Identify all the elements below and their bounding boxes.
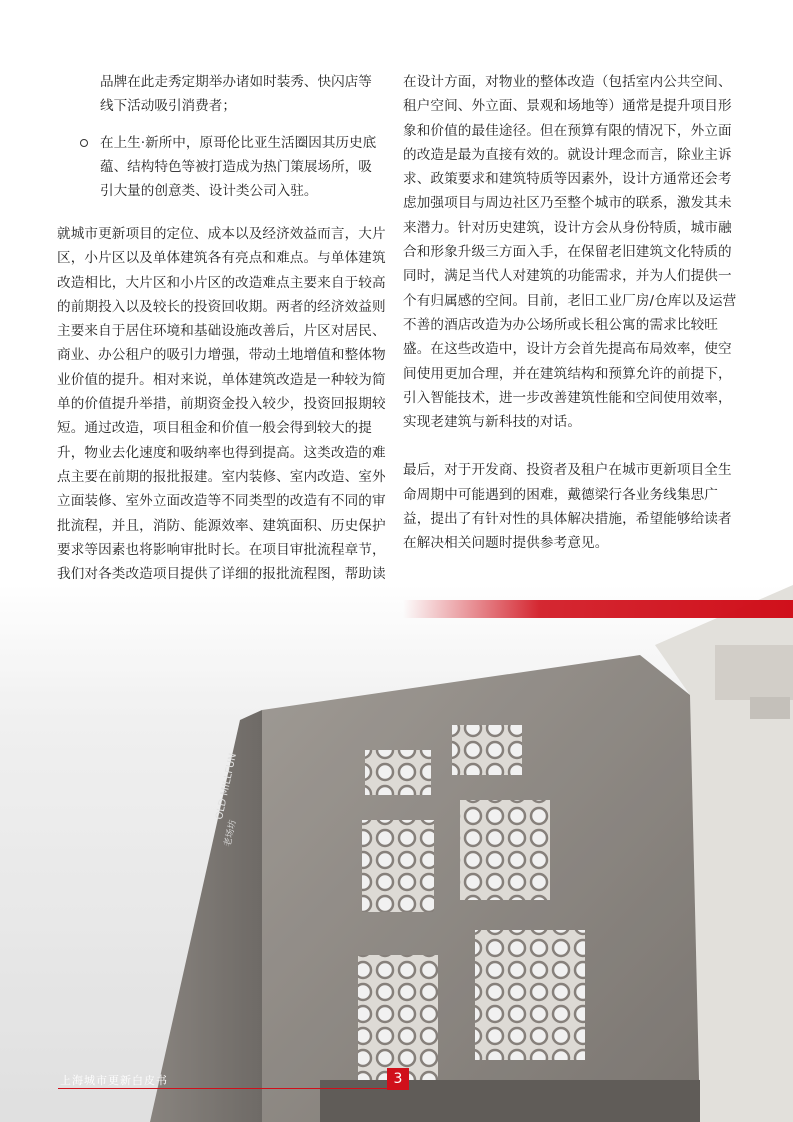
- bullet-text: 在上生·新所中，原哥伦比亚生活圈因其历史底蕴、结构特色等被打造成为热门策展场所，吸引大量的创意类、设计类公司入驻。: [100, 134, 377, 200]
- left-paragraph: 就城市更新项目的定位、成本以及经济效益而言，大片区，小片区以及单体建筑各有亮点和难点。与单体建筑改造相比，大片区和小片区的改造难点主要来自于较高的前期投入以及较长的投资回收期。两者的经济效益则主要来自于居住环境和基础设施改善后，片区对居民、商业、办公租户的吸引力增强，带动土地增值和整体物业价值的提升。相对来说，单体建筑改造是一种较为简单的价值提升举措，前期资金投入较少，投资回报期较短。通过改造，项目租金和价值一般会得到较大的提升，物业去化速度和吸纳率也得到提高。这类改造的难点主要在前期的报批报建。室内装修、室内改造、室外立面装修、室外立面改造等不同类型的改造有不同的审批流程，并且，消防、能源效率、建筑面积、历史保护要求等因素也将影响审批时长。在项目审批流程章节，我们对各类改造项目提供了详细的报批流程图，帮助读: [57, 226, 386, 583]
- bullet-continuation: 品牌在此走秀定期举办诸如时装秀、快闪店等线下活动吸引消费者；: [100, 74, 372, 115]
- footer-divider: [58, 1088, 388, 1089]
- page-number: 3: [387, 1068, 409, 1090]
- footer-title: 上海城市更新白皮书: [60, 1074, 168, 1087]
- page-footer: [0, 1060, 793, 1100]
- bullet-circle-icon: [80, 139, 88, 147]
- right-column: [403, 70, 738, 556]
- red-accent-band: [403, 600, 793, 618]
- bullet-item: [100, 131, 385, 204]
- building-photo: [0, 585, 793, 1122]
- right-paragraph-2: 最后，对于开发商、投资者及租户在城市更新项目全生命周期中可能遇到的困难，戴德梁行各业务线集思广益，提出了有针对性的具体解决措施，希望能够给读者在解决相关问题时提供参考意见。: [403, 462, 732, 552]
- right-paragraph-1: 在设计方面，对物业的整体改造（包括室内公共空间、租户空间、外立面、景观和场地等）通常是提升项目形象和价值的最佳途径。但在预算有限的情况下，外立面的改造是最为直接有效的。就设计理念而言，除业主诉求、政策要求和建筑特质等因素外，设计方通常还会考虑加强项目与周边社区乃至整个城市的联系，激发其未来潜力。针对历史建筑，设计方会从身份特质，城市融合和形象升级三方面入手，在保留老旧建筑文化特质的同时，满足当代人对建筑的功能需求，并为人们提供一个有归属感的空间。目前，老旧工业厂房/仓库以及运营不善的酒店改造为办公场所或长租公寓的需求比较旺盛。在这些改造中，设计方会首先提高布局效率，使空间使用更加合理，并在建筑结构和预算允许的前提下，引入智能技术，进一步改善建筑性能和空间使用效率，实现老建筑与新科技的对话。: [403, 74, 737, 431]
- building-sign: OLD MILLFUN: [214, 752, 239, 821]
- building-sign-cn: 老场坊: [223, 819, 239, 848]
- left-column: [57, 222, 387, 611]
- fog-overlay: [0, 585, 793, 1122]
- bullet-list: [100, 70, 385, 215]
